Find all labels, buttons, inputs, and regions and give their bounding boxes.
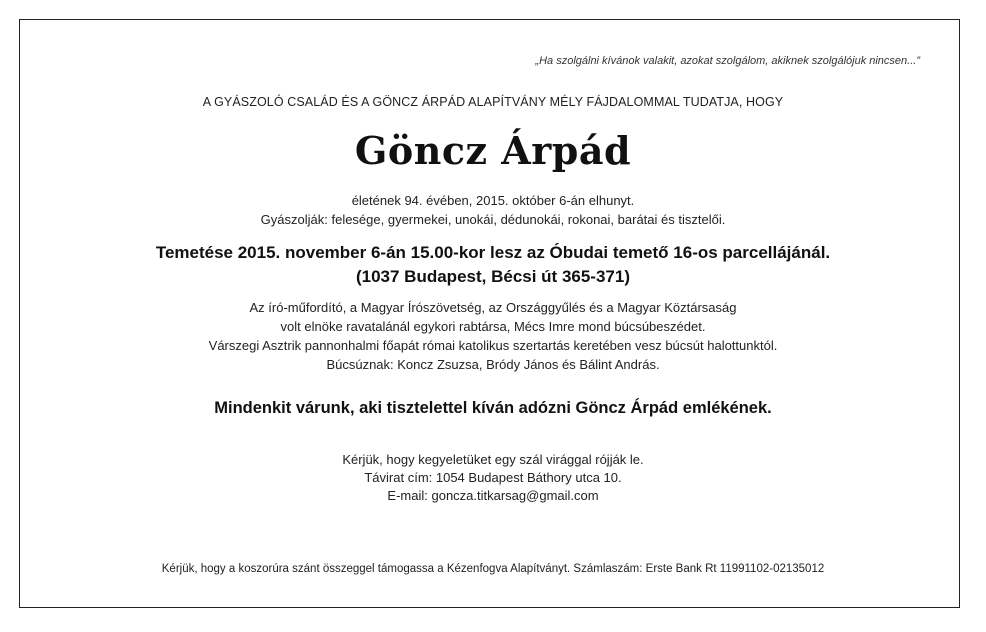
deceased-name: Göncz Árpád <box>354 128 632 173</box>
death-date-line: életének 94. évében, 2015. október 6-án elhunyt. <box>351 193 635 208</box>
ceremony-line: Várszegi Asztrik pannonhalmi főapát római katolikus szertartás keretében vesz búcsút halottunktól. <box>208 338 778 353</box>
ceremony-line: Búcsúznak: Koncz Zsuzsa, Bródy János és Bálint András. <box>326 357 660 372</box>
ceremony-line: Az író-műfordító, a Magyar Írószövetség, az Országgyűlés és a Magyar Köztársaság <box>249 300 737 315</box>
mourners-line: Gyászolják: felesége, gyermekei, unokái, dédunokái, rokonai, barátai és tisztelői. <box>260 212 726 227</box>
funeral-time-location: Temetése 2015. november 6-án 15.00-kor lesz az Óbudai temető 16-os parcellájánál. <box>155 243 831 262</box>
announcement-heading: A GYÁSZOLÓ CSALÁD ÉS A GÖNCZ ÁRPÁD ALAPÍTVÁNY MÉLY FÁJDALOMMAL TUDATJA, HOGY <box>202 95 784 109</box>
email-address: E-mail: goncza.titkarsag@gmail.com <box>387 488 599 503</box>
motto-quote: „Ha szolgálni kívánok valakit, azokat szolgálom, akiknek szolgálójuk nincsen...” <box>535 55 920 67</box>
telegram-address: Távirat cím: 1054 Budapest Báthory utca 10. <box>364 470 622 485</box>
donation-footer: Kérjük, hogy a koszorúra szánt összeggel támogassa a Kézenfogva Alapítványt. Számlaszám: Erste Bank Rt 11991102-02135012 <box>161 563 825 575</box>
ceremony-line: volt elnöke ravatalánál egykori rabtársa, Mécs Imre mond búcsúbeszédet. <box>280 319 706 334</box>
invitation-line: Mindenkit várunk, aki tisztelettel kíván adózni Göncz Árpád emlékének. <box>214 399 772 417</box>
funeral-address: (1037 Budapest, Bécsi út 365-371) <box>355 267 630 286</box>
flower-request: Kérjük, hogy kegyeletüket egy szál virággal rójják le. <box>342 452 644 467</box>
